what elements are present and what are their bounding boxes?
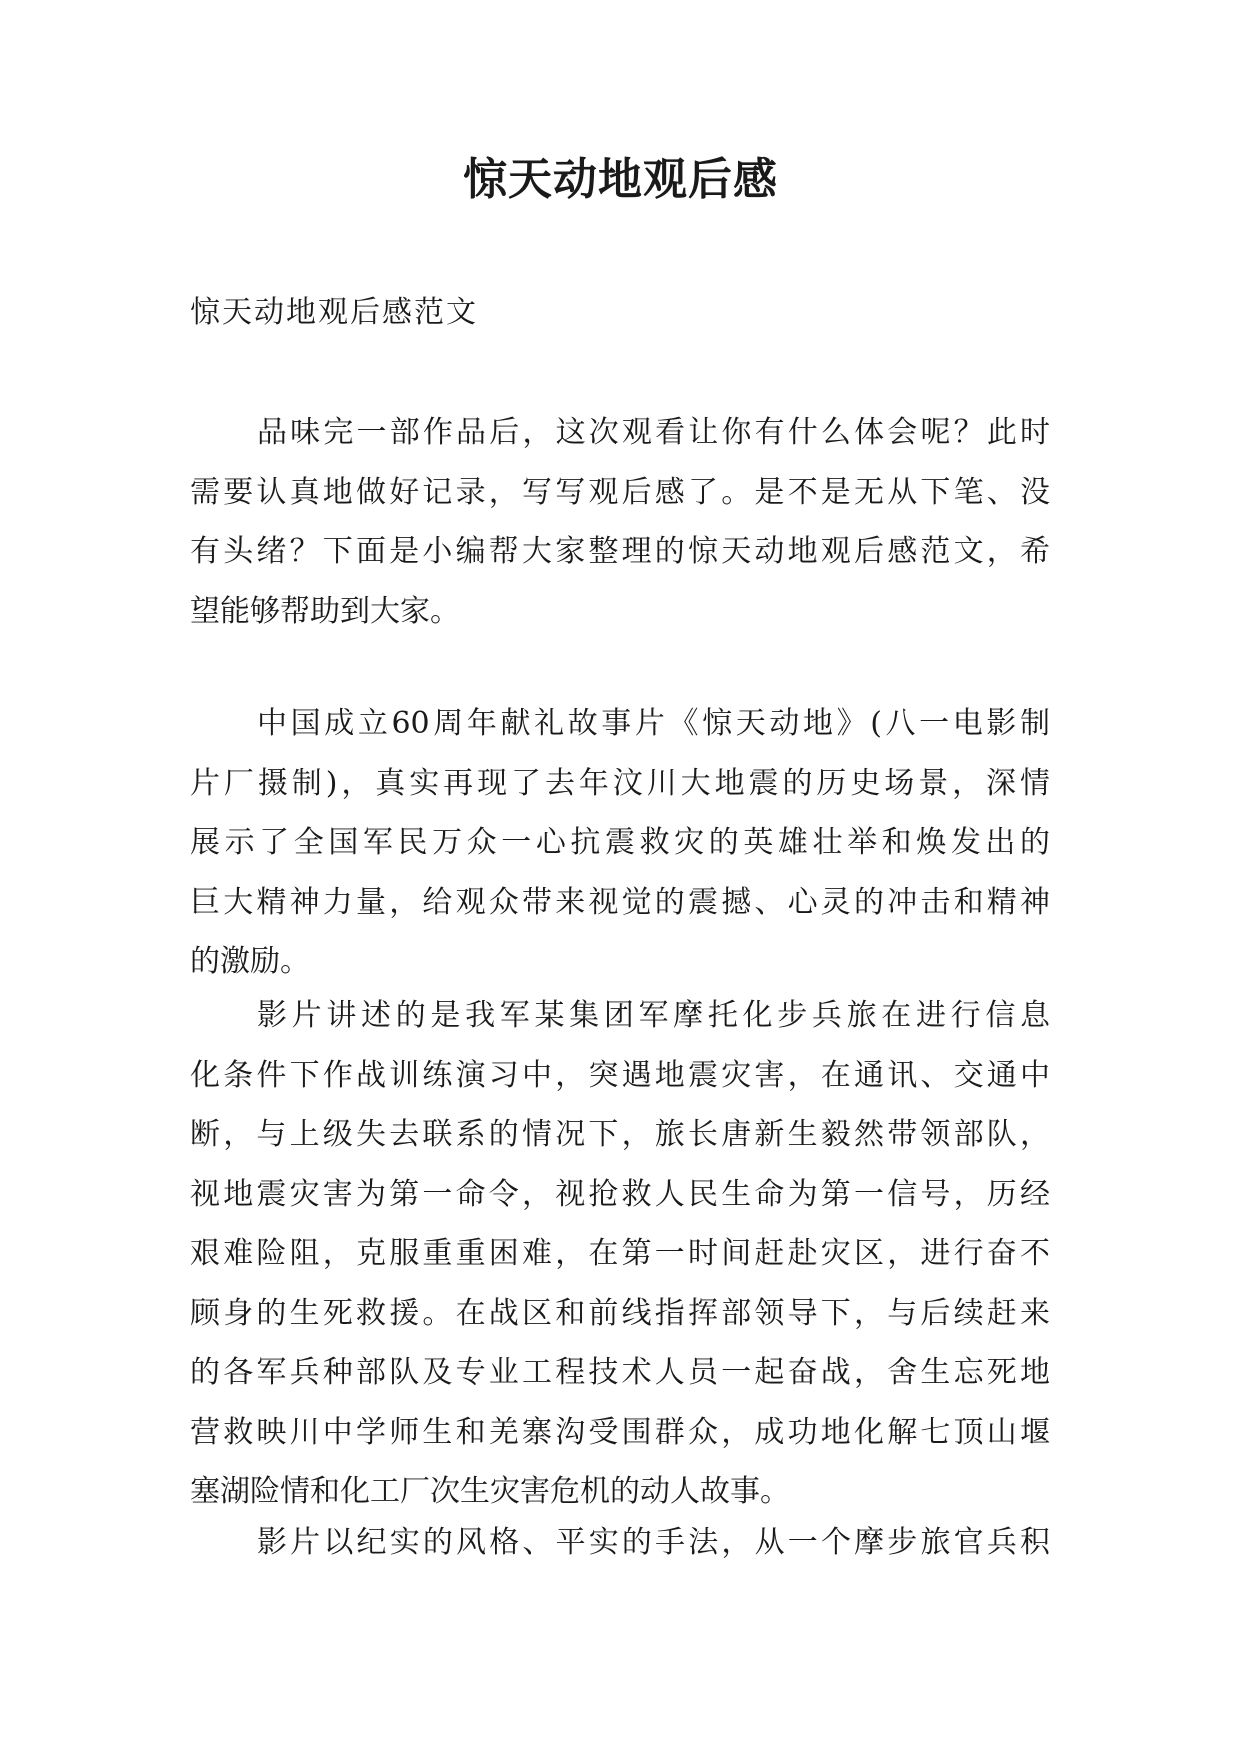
paragraph-line: 营救映川中学师生和羌寨沟受围群众，成功地化解七顶山堰 <box>190 1414 1050 1450</box>
paragraph-line: 化条件下作战训练演习中，突遇地震灾害，在通讯、交通中 <box>190 1057 1050 1093</box>
paragraph-line: 顾身的生死救援。在战区和前线指挥部领导下，与后续赶来 <box>190 1295 1050 1331</box>
document-subtitle: 惊天动地观后感范文 <box>190 295 478 330</box>
paragraph-line: 需要认真地做好记录，写写观后感了。是不是无从下笔、没 <box>190 474 1050 510</box>
paragraph-line: 断，与上级失去联系的情况下，旅长唐新生毅然带领部队， <box>190 1117 1050 1152</box>
paragraph-line: 的激励。 <box>190 944 310 979</box>
paragraph-line: 影片讲述的是我军某集团军摩托化步兵旅在进行信息 <box>257 998 1050 1033</box>
paragraph-line: 的各军兵种部队及专业工程技术人员一起奋战，舍生忘死地 <box>190 1355 1050 1390</box>
paragraph-line: 塞湖险情和化工厂次生灾害危机的动人故事。 <box>190 1474 790 1509</box>
paragraph-line: 巨大精神力量，给观众带来视觉的震撼、心灵的冲击和精神 <box>190 884 1050 920</box>
paragraph-line: 望能够帮助到大家。 <box>190 593 460 629</box>
paragraph-line: 品味完一部作品后，这次观看让你有什么体会呢？此时 <box>257 415 1050 450</box>
paragraph-plot <box>190 996 1050 1532</box>
paragraph-line: 视地震灾害为第一命令，视抢救人民生命为第一信号，历经 <box>190 1176 1050 1212</box>
paragraph-line: 影片以纪实的风格、平实的手法，从一个摩步旅官兵积 <box>257 1525 1050 1560</box>
paragraph-line: 中国成立60周年献礼故事片《惊天动地》(八一电影制 <box>257 706 1050 741</box>
paragraph-film-intro <box>190 704 1050 1002</box>
paragraph-line: 片厂摄制)，真实再现了去年汶川大地震的历史场景，深情 <box>190 765 1050 801</box>
paragraph-line: 有头绪？下面是小编帮大家整理的惊天动地观后感范文，希 <box>190 534 1050 569</box>
document-title: 惊天动地观后感 <box>463 154 778 205</box>
paragraph-line: 艰难险阻，克服重重困难，在第一时间赶赴灾区，进行奋不 <box>190 1236 1050 1271</box>
paragraph-line: 展示了全国军民万众一心抗震救灾的英雄壮举和焕发出的 <box>190 825 1050 860</box>
paragraph-intro <box>190 413 1050 651</box>
paragraph-style <box>190 1523 1050 1583</box>
